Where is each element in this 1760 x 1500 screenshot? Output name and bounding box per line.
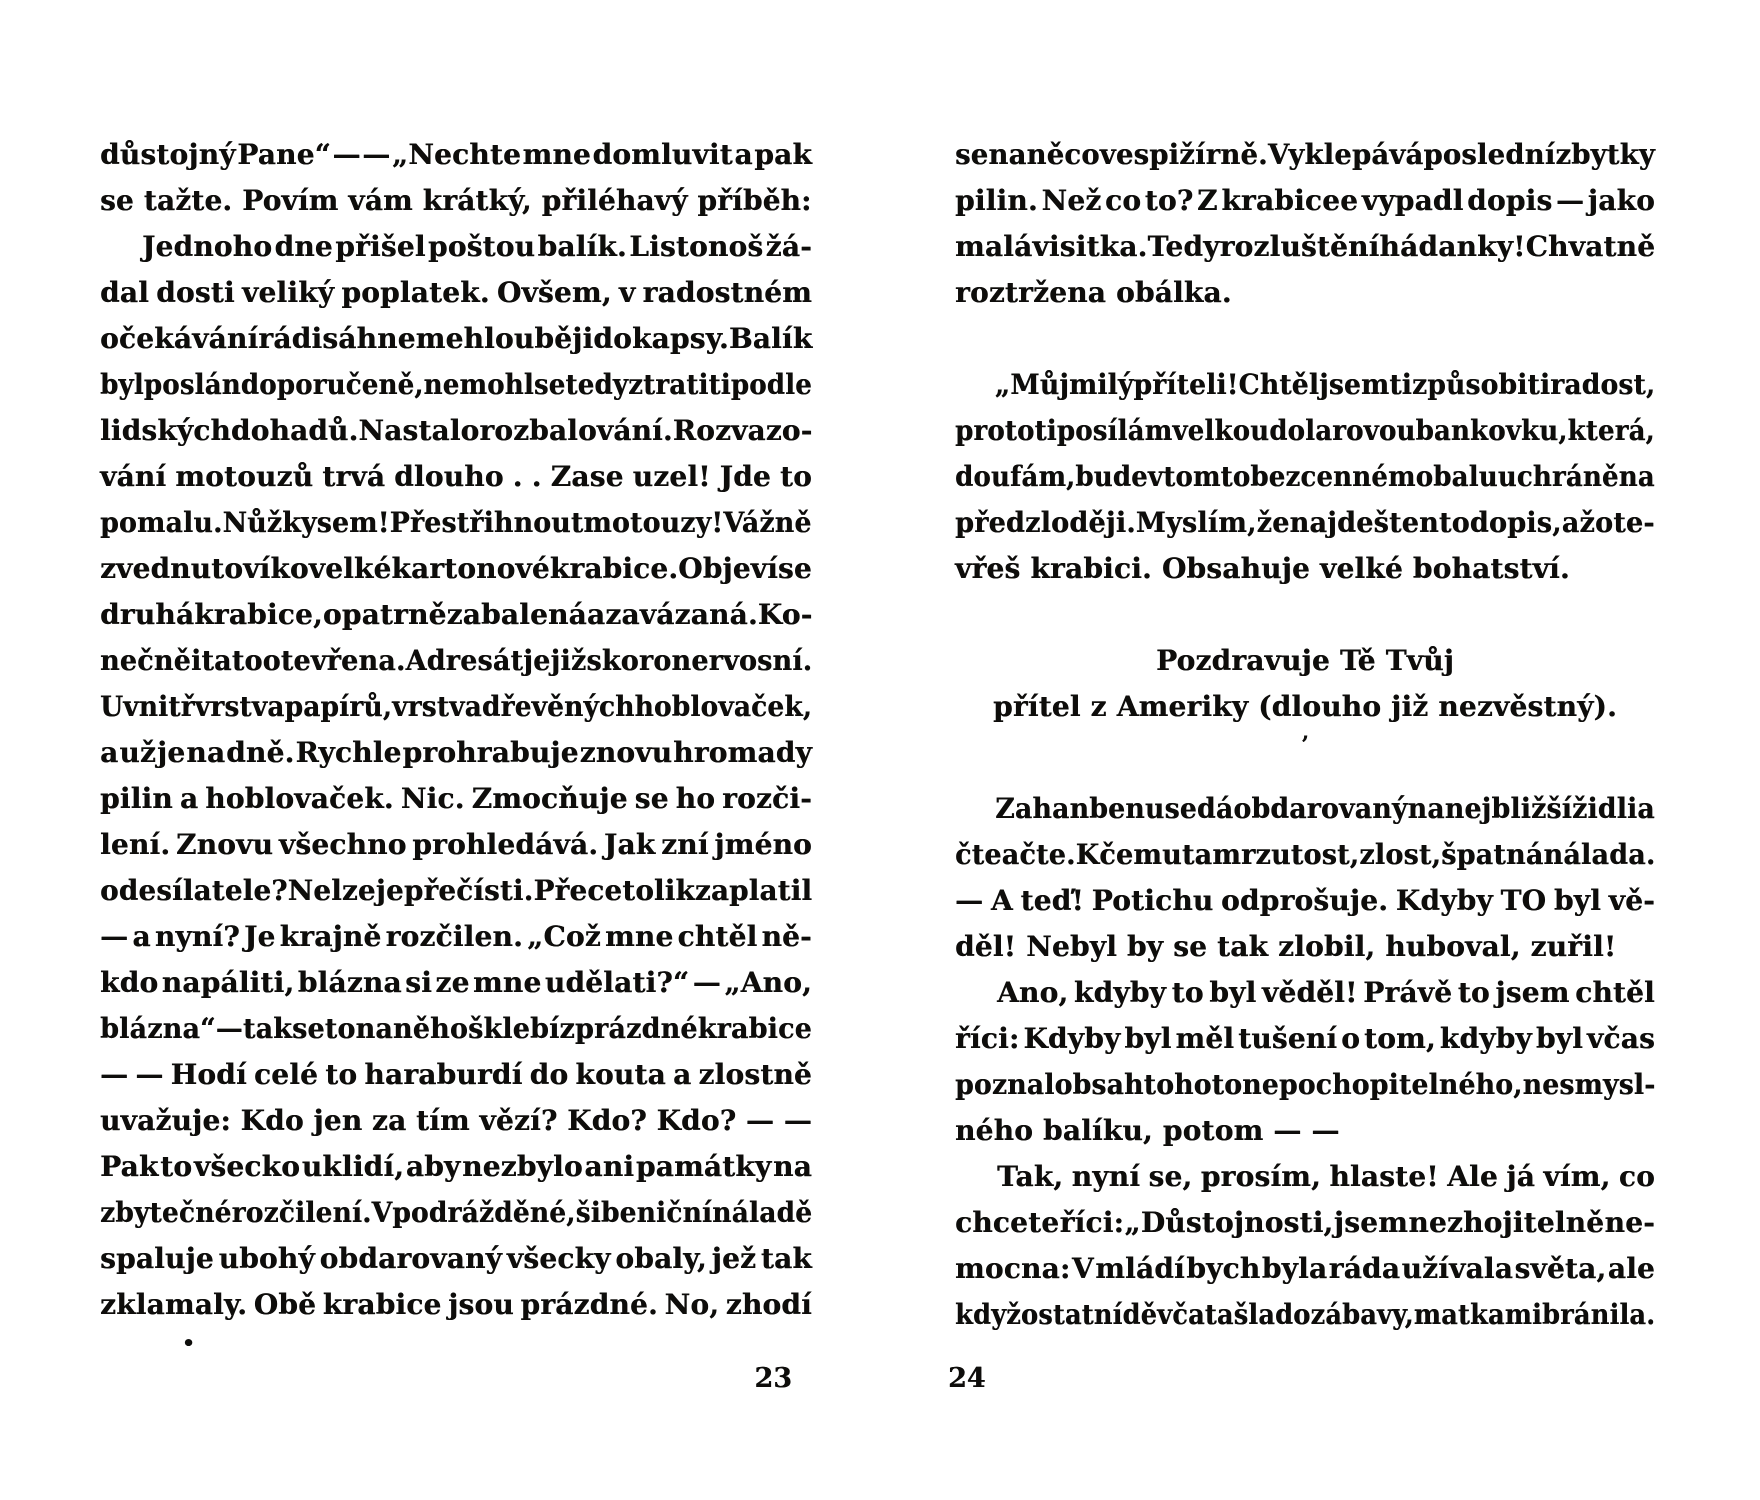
text-line: ného balíku, potom — — [955,1114,1340,1147]
text-line: Zahanben usedá obdarovaný na nejbližší židli a [995,792,1655,825]
text-line: a už je na dně. Rychle prohrabuje znovu hromady [100,736,812,769]
text-line: chcete říci: „Důstojnosti, jsem nezhojitelně ne- [955,1206,1655,1239]
text-line: přítel z Ameriky (dlouho již nezvěstný). [993,690,1617,723]
text-line: Uvnitř vrstva papírů, vrstva dřevěných hoblovaček, [100,690,813,723]
text-line: proto ti posílám velkou dolarovou bankovku, která, [955,414,1655,447]
text-line: doufám, bude v tomto bezcenném obalu uchráněna [955,460,1655,493]
page-number-left: 23 [754,1363,792,1394]
text-line: druhá krabice, opatrně zabalená a zavázaná. Ko- [100,598,813,631]
text-line [955,592,1655,638]
text-line: spaluje ubohý obdarovaný všecky obaly, jež tak [100,1242,812,1275]
text-line: se na něco ve spižírně. Vyklepává poslední zbytky [955,138,1655,171]
text-line: Ano, kdyby to byl věděl! Právě to jsem chtěl [997,976,1655,1009]
page-number-right: 24 [948,1363,986,1394]
text-line: vřeš krabici. Obsahuje velké bohatství. [955,552,1570,585]
text-line: pomalu. Nůžky sem! Přestřihnout motouzy! Vážně [100,506,812,539]
text-line: zvednuto víko velké kartonové krabice. Objeví se [100,552,812,585]
text-line: Jednoho dne přišel poštou balík. Listonoš žá- [142,230,812,263]
text-line: byl poslán doporučeně, nemohl se tedy ztratiti podle [100,368,812,401]
text-line: čte a čte. K čemu ta mrzutost, zlost, špatná nálada. [955,838,1656,871]
text-line: děl! Nebyl by se tak zlobil, huboval, zuřil! [955,930,1617,963]
text-line: roztržena obálka. [955,276,1232,309]
text-line: lení. Znovu všechno prohledává. Jak zní jméno [100,828,812,861]
text-line: „Můj milý příteli! Chtěl jsem ti způsobiti radost, [994,368,1656,401]
text-line: kdo napáliti, blázna si ze mne udělati?“ — „Ano, [100,966,812,999]
right-page [955,132,1655,1338]
text-line: — A teď! Potichu odprošuje. Kdyby TO byl vě- [955,884,1655,917]
text-line: zbytečné rozčilení. V podrážděné, šibeniční náladě [100,1196,813,1229]
text-line: ’ [1301,732,1309,758]
text-line: nečně i tato otevřena. Adresát je již skoro nervosní. [100,644,813,677]
text-line: říci: Kdyby byl měl tušení o tom, kdyby byl včas [955,1022,1655,1055]
text-line: když ostatní děvčata šla do zábavy, matka mi bránila. [955,1298,1656,1331]
text-line: malá visitka. Tedy rozluštění hádanky! Chvatně [955,230,1656,263]
text-line: dal dosti veliký poplatek. Ovšem, v radostném [100,276,812,309]
text-line: Pozdravuje Tě Tvůj [1155,644,1455,677]
text-line: lidských dohadů. Nastalo rozbalování. Rozvazo- [100,414,813,447]
left-page [100,132,812,1362]
text-line: pilin. Než co to? Z krabicee vypadl dopis — jako [955,184,1655,217]
text-line: blázna“ — tak se to na něho šklebí z prázdné krabice [100,1012,812,1045]
text-line: zklamaly. Obě krabice jsou prázdné. No, zhodí [100,1288,812,1321]
text-line: se tažte. Povím vám krátký, přiléhavý příběh: [100,184,812,217]
text-line: — a nyní? Je krajně rozčilen. „Což mne chtěl ně- [100,920,812,953]
text-line: důstojný Pane“ — — „Nechte mne domluvit a pak [100,138,812,171]
text-line: před zloději. Myslím, že najdeš tento dopis, až ote- [955,506,1655,539]
text-line: vání motouzů trvá dlouho . . Zase uzel! Jde to [100,460,812,493]
text-line: očekávání rádi sáhneme hlouběji do kapsy. Balík [100,322,813,355]
text-line [955,316,1655,362]
text-line: — — Hodí celé to haraburdí do kouta a zlostně [100,1058,812,1091]
text-line: odesílatele? Nelze je přečísti. Přece tolik zaplatil [100,874,813,907]
text-line: pilin a hoblovaček. Nic. Zmocňuje se ho rozči- [100,782,812,815]
text-line: poznal obsah tohoto nepochopitelného, nesmysl- [955,1068,1656,1101]
text-line: mocna: V mládí bych byla ráda užívala světa, ale [955,1252,1655,1285]
text-line: Pak to všecko uklidí, aby nezbylo ani památky na [100,1150,812,1183]
text-line: uvažuje: Kdo jen za tím vězí? Kdo? Kdo? — — [100,1104,812,1137]
text-line: • [182,1331,195,1355]
text-line: Tak, nyní se, prosím, hlaste! Ale já vím, co [997,1160,1655,1193]
